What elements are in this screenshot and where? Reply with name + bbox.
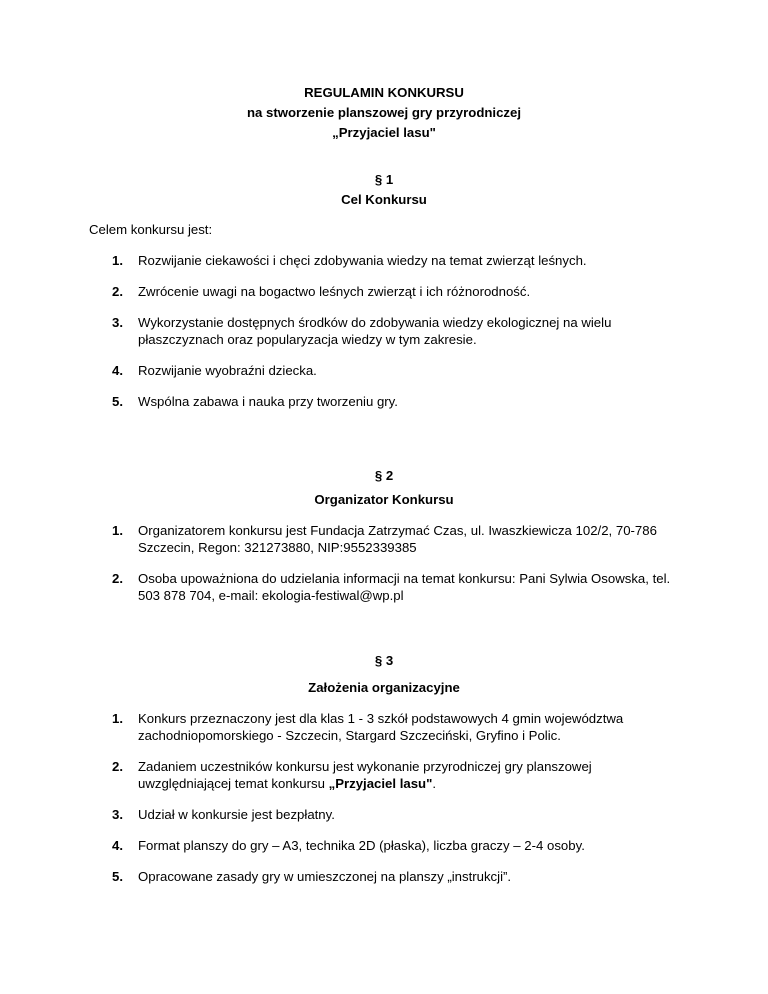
list-item: 4. Format planszy do gry – A3, technika 2D (płaska), liczba graczy – 2-4 osoby.: [112, 838, 585, 853]
section-1-number: § 1: [374, 172, 394, 187]
document-header: [0, 83, 768, 143]
list-item: 1. Rozwijanie ciekawości i chęci zdobywania wiedzy na temat zwierząt leśnych.: [112, 253, 587, 268]
contest-name: „Przyjaciel lasu": [332, 125, 436, 140]
document-subtitle: na stworzenie planszowej gry przyrodniczej: [246, 105, 522, 120]
section-1-list: [112, 252, 672, 424]
list-item: 3. Udział w konkursie jest bezpłatny.: [112, 807, 335, 822]
list-item: 2. Zadaniem uczestników konkursu jest wykonanie przyrodniczej gry planszowej uwzględniającej temat konkursu „Przyjaciel lasu".: [112, 759, 592, 791]
section-2-number: § 2: [374, 468, 394, 483]
list-item: 5. Wspólna zabawa i nauka przy tworzeniu gry.: [112, 394, 398, 409]
list-item: 1. Organizatorem konkursu jest Fundacja Zatrzymać Czas, ul. Iwaszkiewicza 102/2, 70-786 Szczecin, Regon: 321273880, NIP:9552339385: [112, 523, 657, 555]
document-title: REGULAMIN KONKURSU: [304, 85, 464, 100]
list-item: 3. Wykorzystanie dostępnych środków do zdobywania wiedzy ekologicznej na wielu płaszczyznach oraz popularyzacja wiedzy w tym zakresie.: [112, 315, 612, 347]
section-3-number: § 3: [374, 653, 394, 668]
section-1-heading: [0, 170, 768, 210]
section-2-title-block: [0, 490, 768, 510]
list-item: 4. Rozwijanie wyobraźni dziecka.: [112, 363, 317, 378]
section-3-heading: [0, 651, 768, 671]
section-2-title: Organizator Konkursu: [314, 492, 454, 507]
list-item: 5. Opracowane zasady gry w umieszczonej na planszy „instrukcji”.: [112, 869, 512, 884]
section-1-title: Cel Konkursu: [341, 192, 427, 207]
contest-name-inline: „Przyjaciel lasu": [328, 776, 433, 791]
section-2-heading: [0, 466, 768, 486]
list-item: 1. Konkurs przeznaczony jest dla klas 1 - 3 szkół podstawowych 4 gmin województwa zachodniopomorskiego - Szczecin, Stargard Szczeciński, Gryfino i Polic.: [112, 711, 624, 743]
list-item: 2. Zwrócenie uwagi na bogactwo leśnych zwierząt i ich różnorodność.: [112, 284, 531, 299]
section-2-list: [112, 522, 672, 618]
section-1-intro: Celem konkursu jest:: [89, 222, 213, 237]
section-3-title: Założenia organizacyjne: [308, 680, 460, 695]
section-3-list: [112, 710, 672, 899]
section-3-title-block: [0, 678, 768, 698]
list-item: 2. Osoba upoważniona do udzielania informacji na temat konkursu: Pani Sylwia Osowska, tel. 503 878 704, e-mail: ekologia-festiwal@wp.pl: [112, 571, 671, 603]
